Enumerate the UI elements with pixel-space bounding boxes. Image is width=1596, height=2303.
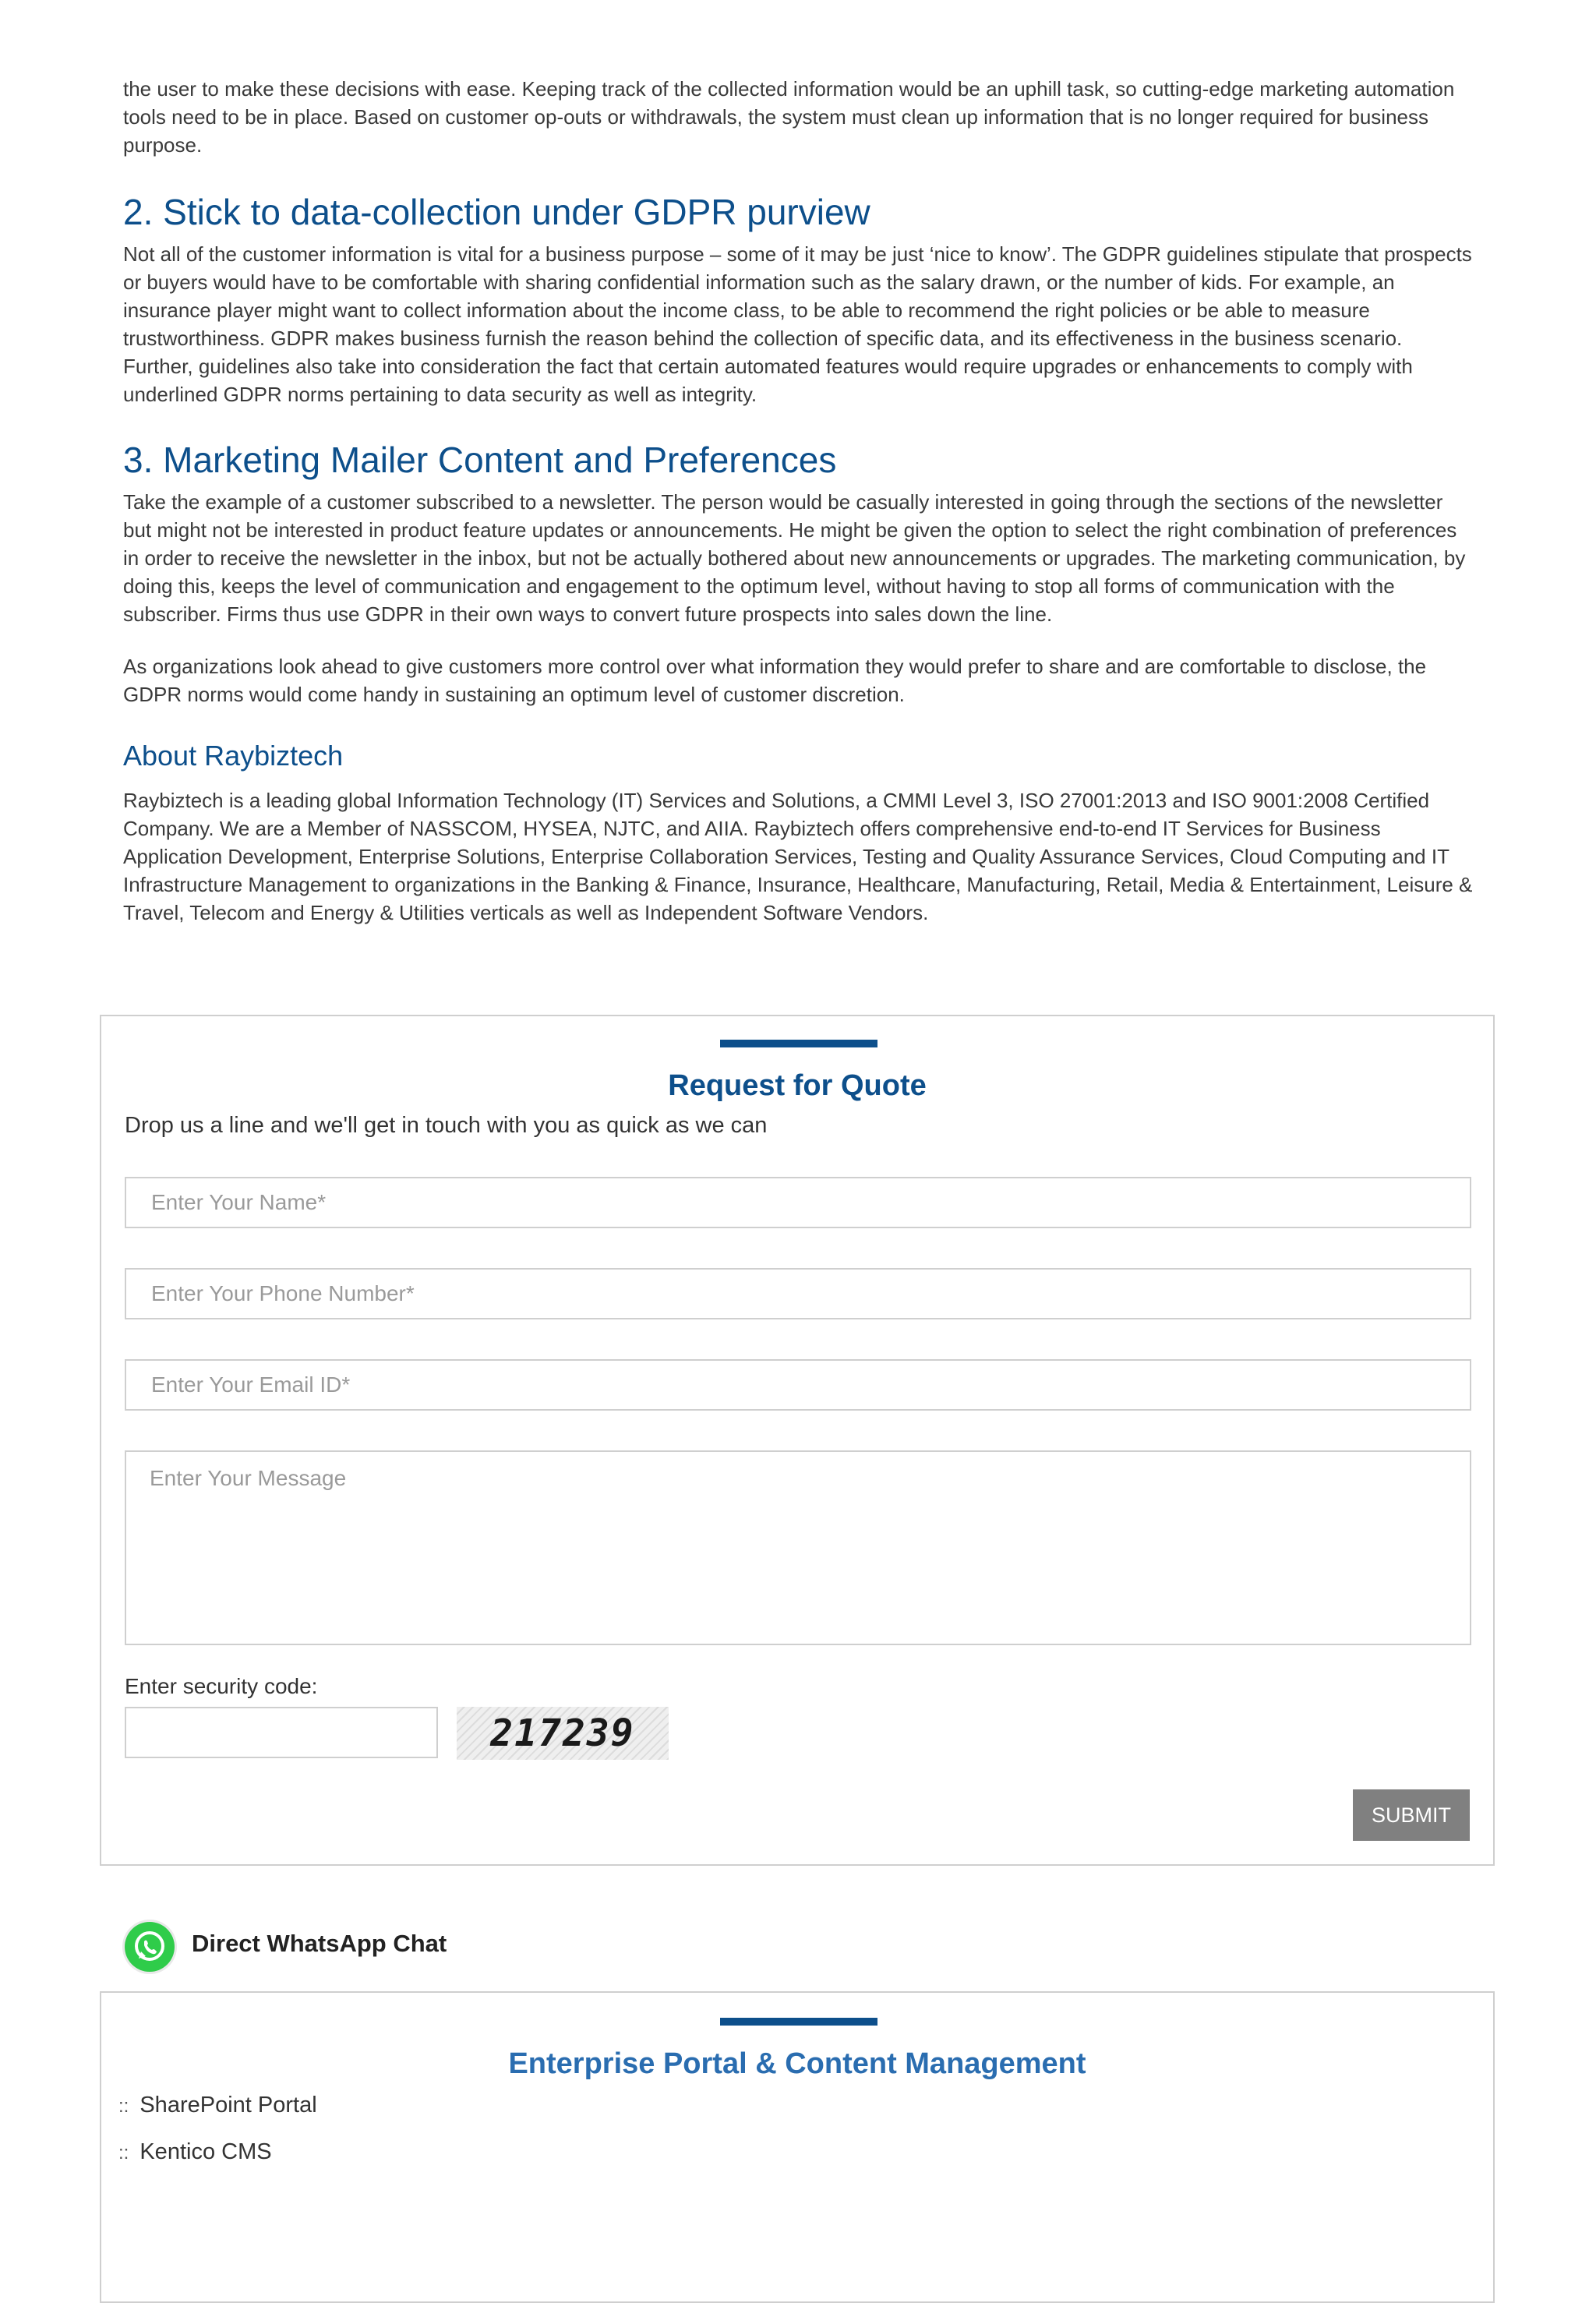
security-code-label: Enter security code: (125, 1674, 318, 1698)
article-content (123, 75, 1473, 927)
intro-paragraph: the user to make these decisions with ease. Keeping track of the collected information would be an uphill task, so cutting-edge marketing automation tools need to be in place. Based on customer op-outs or withdrawals, the system must clean up information that is no longer required for business purpose. (123, 77, 1455, 157)
portal-panel (100, 1991, 1495, 2303)
captcha-image: 217239 (457, 1707, 669, 1760)
whatsapp-icon[interactable] (125, 1922, 175, 1972)
submit-button[interactable]: SUBMIT (1353, 1789, 1470, 1841)
quote-title: Request for Quote (668, 1069, 927, 1102)
list-marker: :: (118, 2096, 129, 2117)
quote-form (100, 1015, 1495, 1866)
quote-subtitle: Drop us a line and we'll get in touch with you as quick as we can (125, 1113, 768, 1138)
whatsapp-chat-link[interactable]: Direct WhatsApp Chat (192, 1930, 447, 1957)
name-input[interactable] (125, 1177, 1471, 1228)
conclusion-paragraph: As organizations look ahead to give customers more control over what information they would prefer to share and are comfortable to disclose, the GDPR norms would come handy in sustaining an optimum level of customer discretion. (123, 655, 1427, 706)
portal-item-kentico[interactable] (118, 2139, 272, 2165)
about-paragraph: Raybiztech is a leading global Information Technology (IT) Services and Solutions, a CMMI Level 3, ISO 27001:2013 and ISO 9001:2008 Certified Company. We are a Member of NASSCOM, HYSEA, NJTC, and AIIA. Raybiztech offers comprehensive end-to-end IT Services for Business Application Development, Enterprise Solutions, Enterprise Collaboration Services, Testing and Quality Assurance Services, Cloud Computing and IT Infrastructure Management to organizations in the Banking & Finance, Insurance, Healthcare, Manufacturing, Retail, Media & Entertainment, Leisure & Travel, Telecom and Energy & Utilities verticals as well as Independent Software Vendors. (123, 789, 1473, 924)
portal-item-label: Kentico CMS (139, 2139, 272, 2164)
email-input[interactable] (125, 1359, 1471, 1411)
section-2-heading: 2. Stick to data-collection under GDPR purview (123, 192, 870, 232)
section-2-paragraph: Not all of the customer information is vital for a business purpose – some of it may be just ‘nice to know’. The GDPR guidelines stipulate that prospects or buyers would have to be comfortable with sharing confidential information such as the salary drawn, or the number of kids. For example, an insurance player might want to collect information about the income class, to be able to recommend the right policies or be able to measure trustworthiness. GDPR makes business furnish the reason behind the collection of specific data, and its effectiveness in the business scenario. Further, guidelines also take into consideration the fact that certain automated features would require upgrades or enhancements to comply with underlined GDPR norms pertaining to data security as well as integrity. (123, 242, 1472, 406)
section-3-heading: 3. Marketing Mailer Content and Preferences (123, 440, 837, 480)
portal-title: Enterprise Portal & Content Management (508, 2047, 1086, 2080)
phone-input[interactable] (125, 1268, 1471, 1319)
portal-accent-bar (720, 2018, 877, 2026)
message-input[interactable] (125, 1450, 1471, 1645)
whatsapp-glyph (125, 1922, 175, 1972)
portal-item-sharepoint[interactable] (118, 2093, 317, 2118)
list-marker: :: (118, 2142, 129, 2163)
about-heading: About Raybiztech (123, 740, 344, 772)
section-3-paragraph: Take the example of a customer subscribed to a newsletter. The person would be casually interested in going through the sections of the newsletter but might not be interested in product feature updates or announcements. He might be given the option to select the right combination of preferences in order to receive the newsletter in the inbox, but not be actually bothered about new announcements or upgrades. The marketing communication, by doing this, keeps the level of communication and engagement to the optimum level, without having to stop all forms of communication with the subscriber. Firms thus use GDPR in their own ways to convert future prospects into sales down the line. (123, 490, 1466, 626)
portal-item-label: SharePoint Portal (139, 2093, 317, 2118)
security-code-input[interactable] (125, 1707, 438, 1758)
title-accent-bar (720, 1040, 877, 1047)
